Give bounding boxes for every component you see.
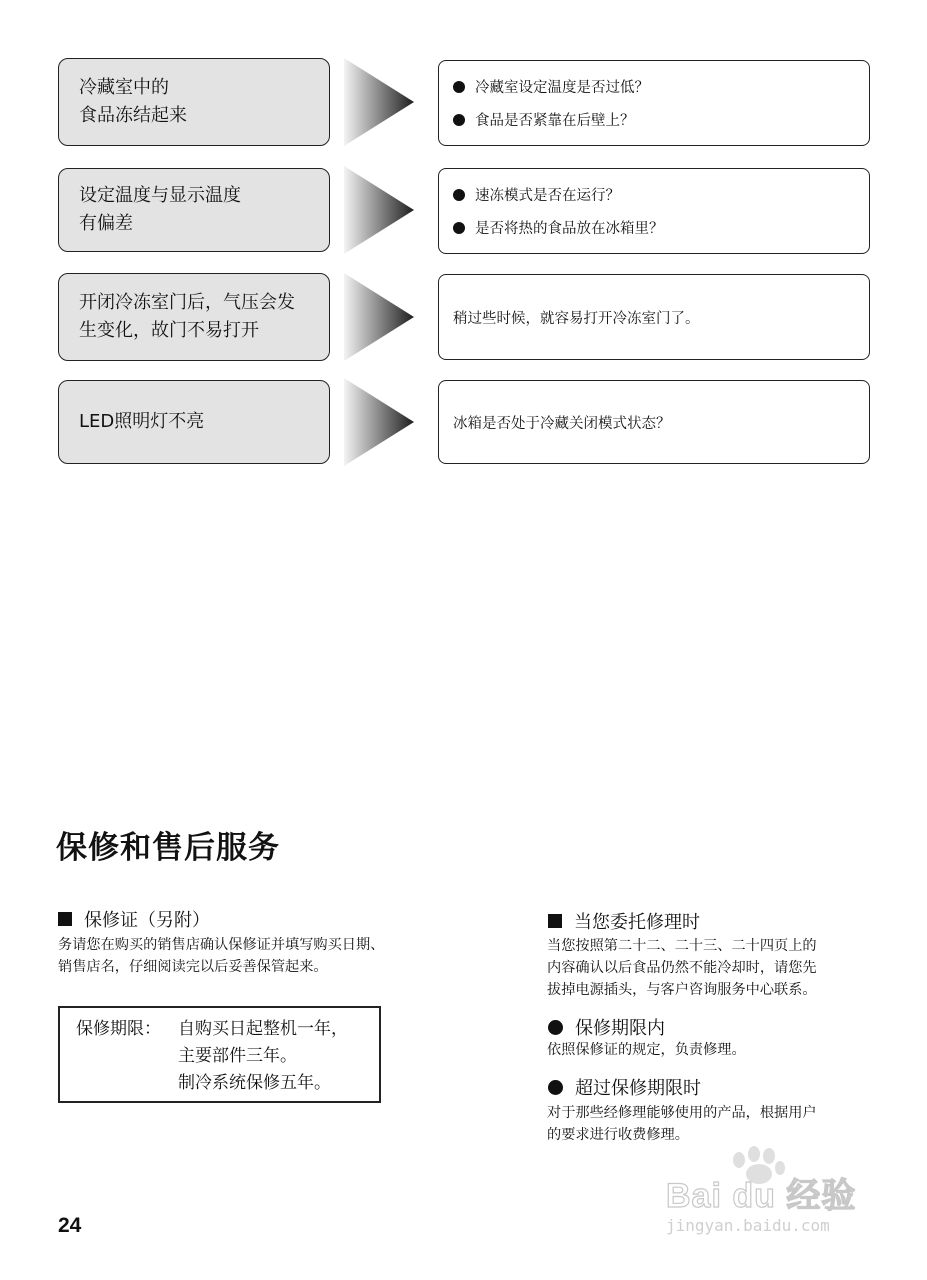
bullet-icon (453, 114, 465, 126)
warranty-line: 自购买日起整机一年， (178, 1019, 348, 1039)
text-line: 销售店名，仔细阅读完以后妥善保管起来。 (58, 959, 328, 975)
warranty-card-heading (58, 906, 210, 932)
check-text: 食品是否紧靠在后壁上？ (475, 113, 635, 129)
check-text: 是否将热的食品放在冰箱里？ (475, 221, 664, 237)
square-bullet-icon (58, 912, 72, 926)
heading-text: 当您委托修理时 (574, 912, 700, 933)
text-line: 对于那些经修理能够使用的产品，根据用户 (547, 1105, 817, 1121)
arrow-right-icon (344, 378, 418, 466)
bullet-icon (453, 222, 465, 234)
heading-text: 保修证（另附） (84, 910, 210, 931)
problem-line: LED照明灯不亮 (79, 411, 205, 432)
problem-box (58, 58, 330, 146)
baidu-watermark (636, 1140, 876, 1240)
answer-note: 冰箱是否处于冷藏关闭模式状态？ (453, 415, 671, 432)
check-text: 冷藏室设定温度是否过低？ (475, 80, 649, 96)
text-line: 拔掉电源插头，与客户咨询服务中心联系。 (547, 982, 817, 998)
watermark-logo-text: Bai du 经验 (666, 1177, 857, 1215)
text-line: 内容确认以后食品仍然不能冷却时，请您先 (547, 960, 817, 976)
warranty-card-text (58, 934, 384, 978)
text-line: 的要求进行收费修理。 (547, 1127, 689, 1143)
problem-box (58, 168, 330, 252)
problem-box (58, 273, 330, 361)
text-line: 当您按照第二十二、二十三、二十四页上的 (547, 938, 817, 954)
answer-note: 稍过些时候，就容易打开冷冻室门了。 (453, 310, 700, 327)
warranty-line: 主要部件三年。 (178, 1046, 297, 1066)
square-bullet-icon (548, 914, 562, 928)
within-warranty-text: 依照保修证的规定，负责修理。 (547, 1042, 746, 1058)
warranty-period-label: 保修期限： (76, 1019, 161, 1039)
circle-bullet-icon (548, 1080, 563, 1095)
repair-heading (548, 908, 700, 934)
within-warranty-heading (548, 1014, 665, 1040)
check-item (453, 70, 869, 103)
check-text: 速冻模式是否在运行？ (475, 188, 620, 204)
problem-line: 冷藏室中的 (79, 77, 169, 98)
warranty-line: 制冷系统保修五年。 (178, 1073, 331, 1093)
check-item (453, 103, 869, 136)
watermark-url: jingyan.baidu.com (666, 1216, 830, 1235)
circle-bullet-icon (548, 1020, 563, 1035)
arrow-right-icon (344, 273, 418, 361)
section-title: 保修和售后服务 (56, 830, 280, 866)
repair-text (547, 935, 817, 1001)
problem-line: 食品冻结起来 (79, 105, 187, 126)
problem-box (58, 380, 330, 464)
arrow-right-icon (344, 58, 418, 146)
answer-box (438, 168, 870, 254)
answer-box (438, 274, 870, 360)
warranty-period-box (58, 1006, 381, 1103)
arrow-right-icon (344, 166, 418, 254)
beyond-warranty-heading (548, 1074, 701, 1100)
heading-text: 保修期限内 (575, 1018, 665, 1039)
check-item (453, 178, 869, 211)
problem-line: 开闭冷冻室门后，气压会发 (79, 292, 295, 313)
answer-box (438, 60, 870, 146)
bullet-icon (453, 189, 465, 201)
check-item (453, 211, 869, 244)
warranty-period-values (178, 1016, 348, 1097)
heading-text: 超过保修期限时 (575, 1078, 701, 1099)
answer-box (438, 380, 870, 464)
problem-line: 设定温度与显示温度 (79, 185, 241, 206)
bullet-icon (453, 81, 465, 93)
problem-line: 有偏差 (79, 213, 133, 234)
text-line: 务请您在购买的销售店确认保修证并填写购买日期、 (58, 937, 385, 953)
problem-line: 生变化，故门不易打开 (79, 320, 259, 341)
page-number: 24 (58, 1214, 82, 1237)
